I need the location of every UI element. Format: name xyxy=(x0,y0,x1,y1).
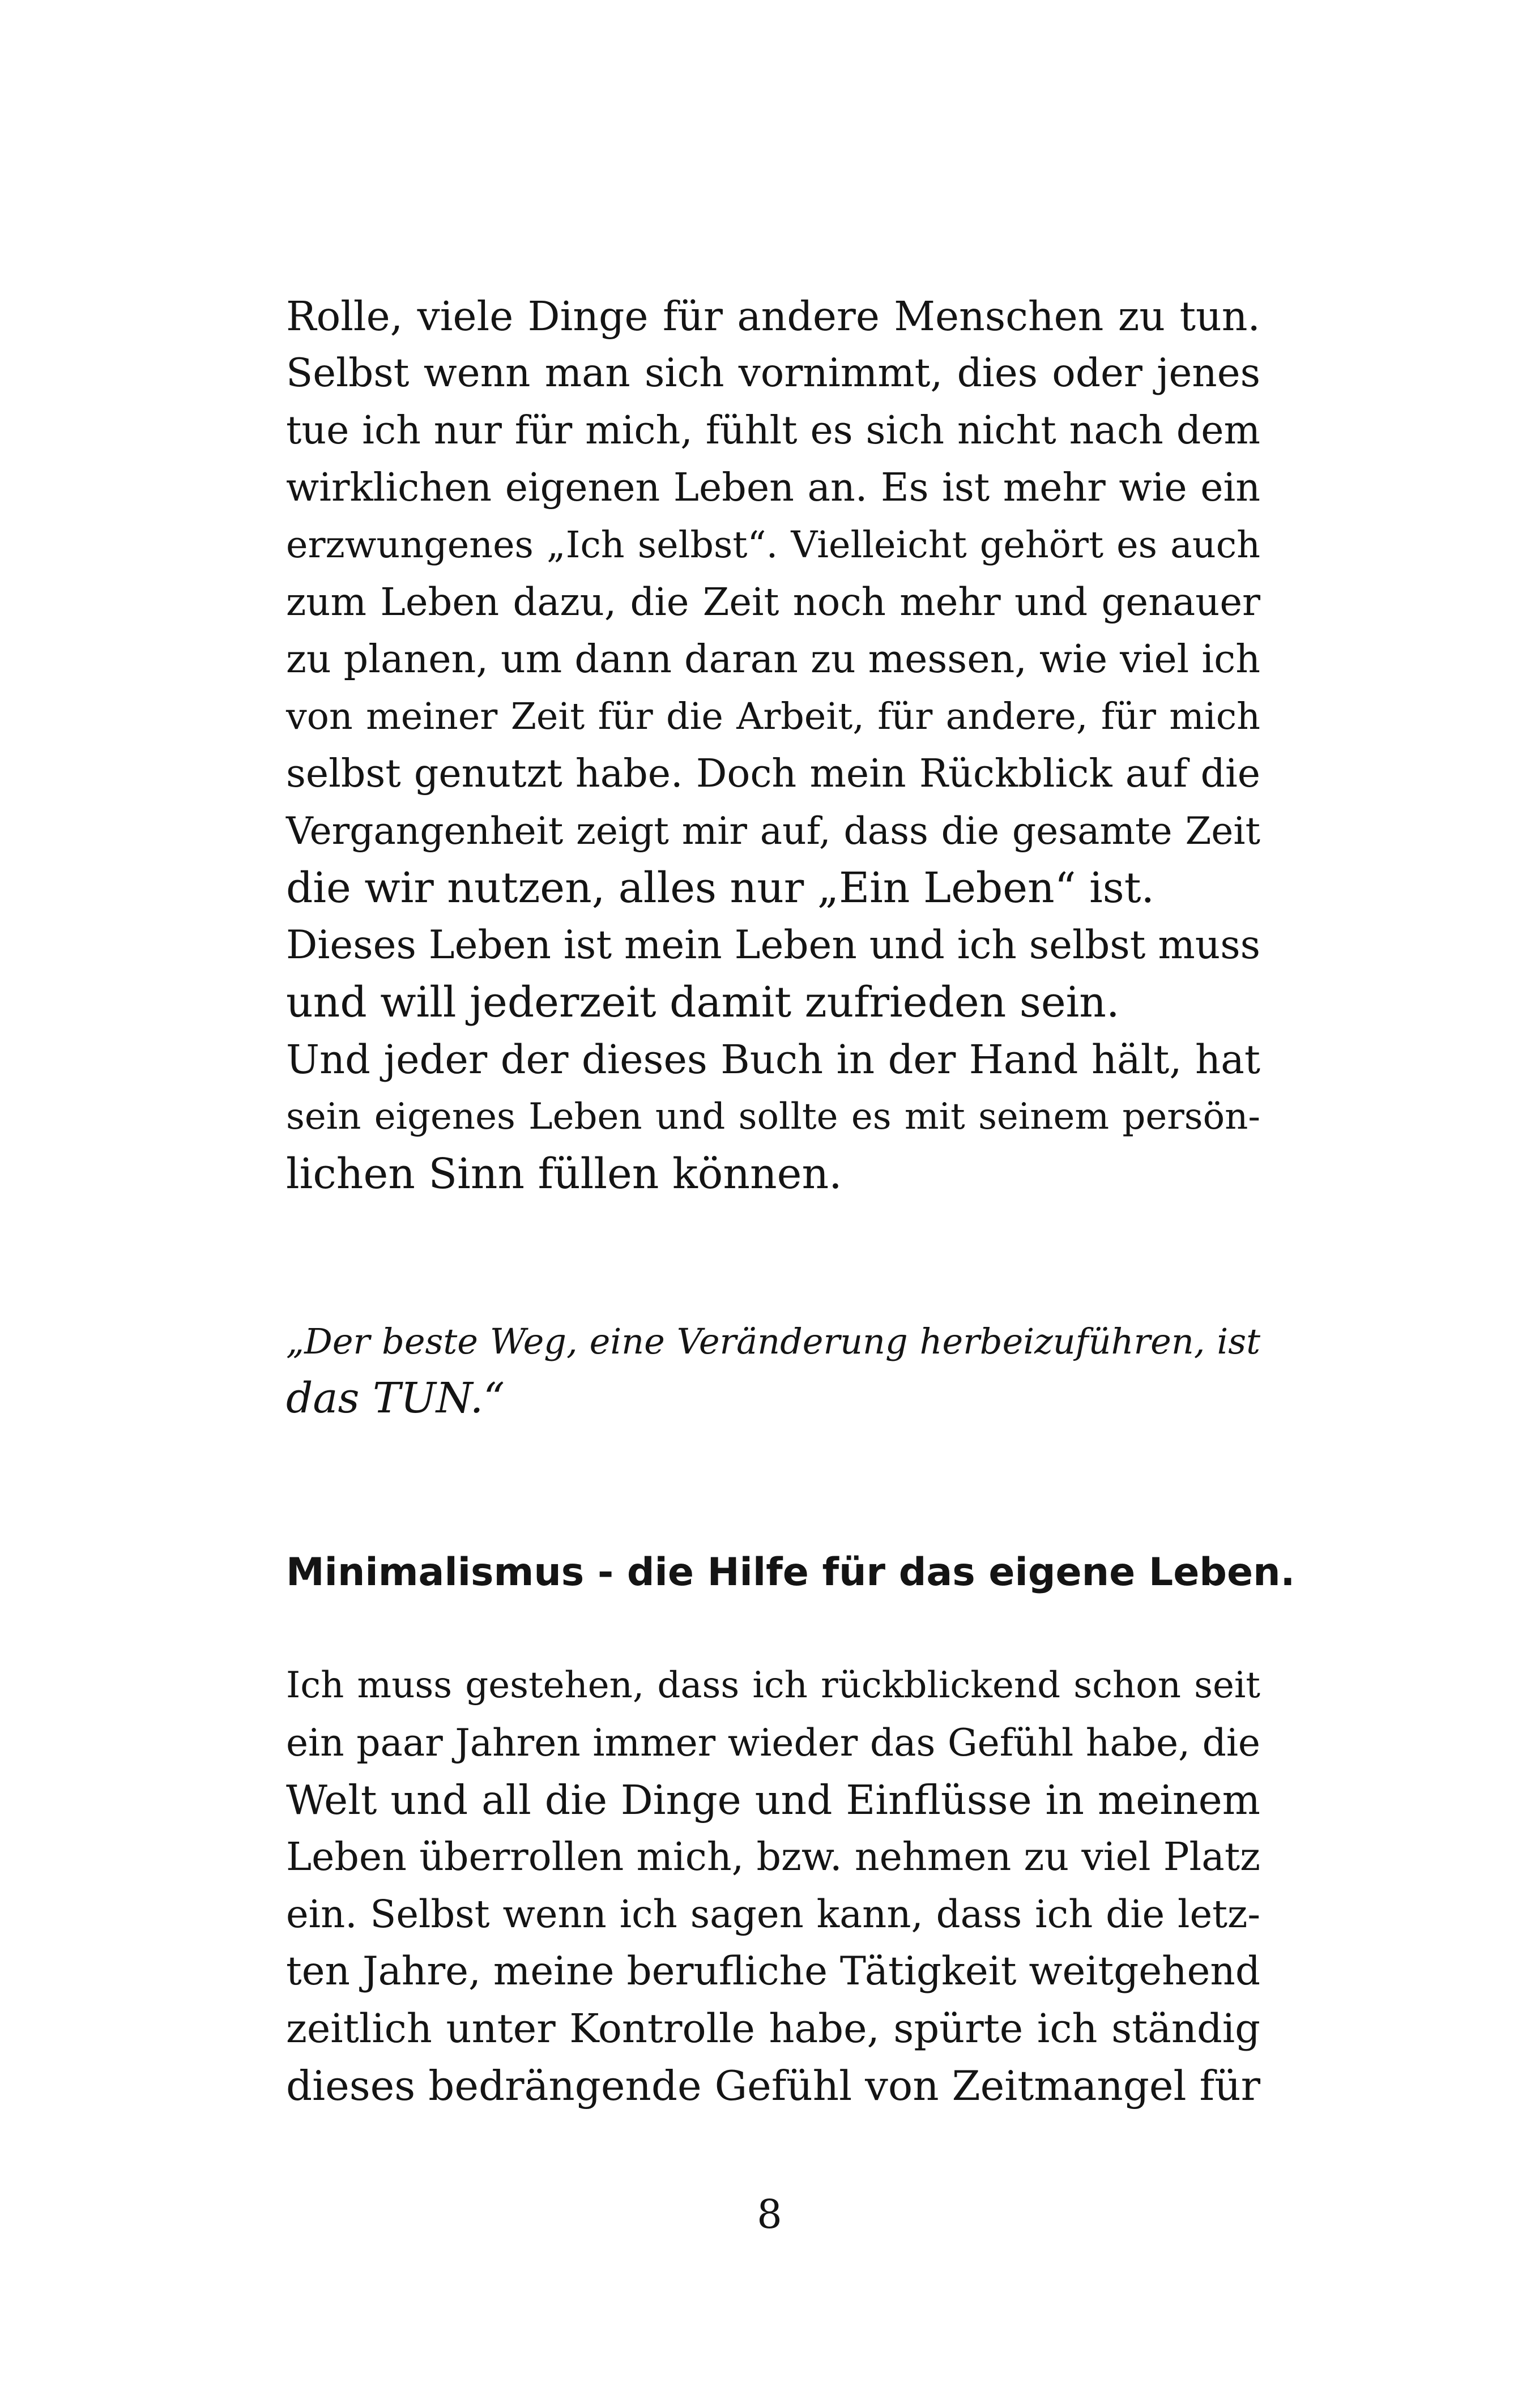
text-line: tue ich nur für mich, fühlt es sich nicht nach dem xyxy=(286,408,1260,453)
section-heading: Minimalismus - die Hilfe für das eigene Leben. xyxy=(286,1550,1295,1595)
text-line: von meiner Zeit für die Arbeit, für andere, für mich xyxy=(286,695,1260,738)
text-line: selbst genutzt habe. Doch mein Rückblick auf die xyxy=(286,752,1260,796)
quote-line: „Der beste Weg, eine Veränderung herbeizuführen, ist xyxy=(286,1321,1260,1362)
text-line: Selbst wenn man sich vornimmt, dies oder jenes xyxy=(286,351,1260,396)
text-line: die wir nutzen, alles nur „Ein Leben“ ist. xyxy=(286,864,1154,912)
text-line: zu planen, um dann daran zu messen, wie viel ich xyxy=(286,637,1260,682)
italic-quote xyxy=(286,1313,1260,1427)
text-line: wirklichen eigenen Leben an. Es ist mehr wie ein xyxy=(286,466,1260,510)
text-line: zeitlich unter Kontrolle habe, spürte ich ständig xyxy=(286,2005,1260,2052)
text-line: ein paar Jahren immer wieder das Gefühl habe, die xyxy=(286,1721,1260,1765)
quote-line: das TUN.“ xyxy=(286,1374,505,1423)
text-line: ten Jahre, meine berufliche Tätigkeit weitgehend xyxy=(286,1949,1260,1994)
text-line: erzwungenes „Ich selbst“. Vielleicht gehört es auch xyxy=(286,524,1260,566)
text-line: Ich muss gestehen, dass ich rückblickend schon seit xyxy=(286,1664,1260,1706)
body-paragraph-1 xyxy=(286,288,1260,1203)
text-line: Und jeder der dieses Buch in der Hand hält, hat xyxy=(286,1036,1260,1083)
text-line: dieses bedrängende Gefühl von Zeitmangel für xyxy=(286,2062,1260,2110)
text-line: lichen Sinn füllen können. xyxy=(286,1150,842,1198)
text-line: Welt und all die Dinge und Einflüsse in meinem xyxy=(286,1777,1260,1824)
text-line: Dieses Leben ist mein Leben und ich selbst muss xyxy=(286,923,1261,968)
page-number: 8 xyxy=(757,2191,782,2238)
text-line: und will jederzeit damit zufrieden sein. xyxy=(286,978,1120,1027)
text-line: Rolle, viele Dinge für andere Menschen zu tun. xyxy=(286,293,1260,340)
text-line: Leben überrollen mich, bzw. nehmen zu viel Platz xyxy=(286,1835,1260,1880)
text-line: Vergangenheit zeigt mir auf, dass die gesamte Zeit xyxy=(286,809,1260,853)
text-line: ein. Selbst wenn ich sagen kann, dass ich die letz- xyxy=(286,1892,1260,1936)
text-line: sein eigenes Leben und sollte es mit seinem persön- xyxy=(286,1096,1260,1138)
text-line: zum Leben dazu, die Zeit noch mehr und genauer xyxy=(286,580,1260,624)
body-paragraph-2 xyxy=(286,1657,1260,2115)
